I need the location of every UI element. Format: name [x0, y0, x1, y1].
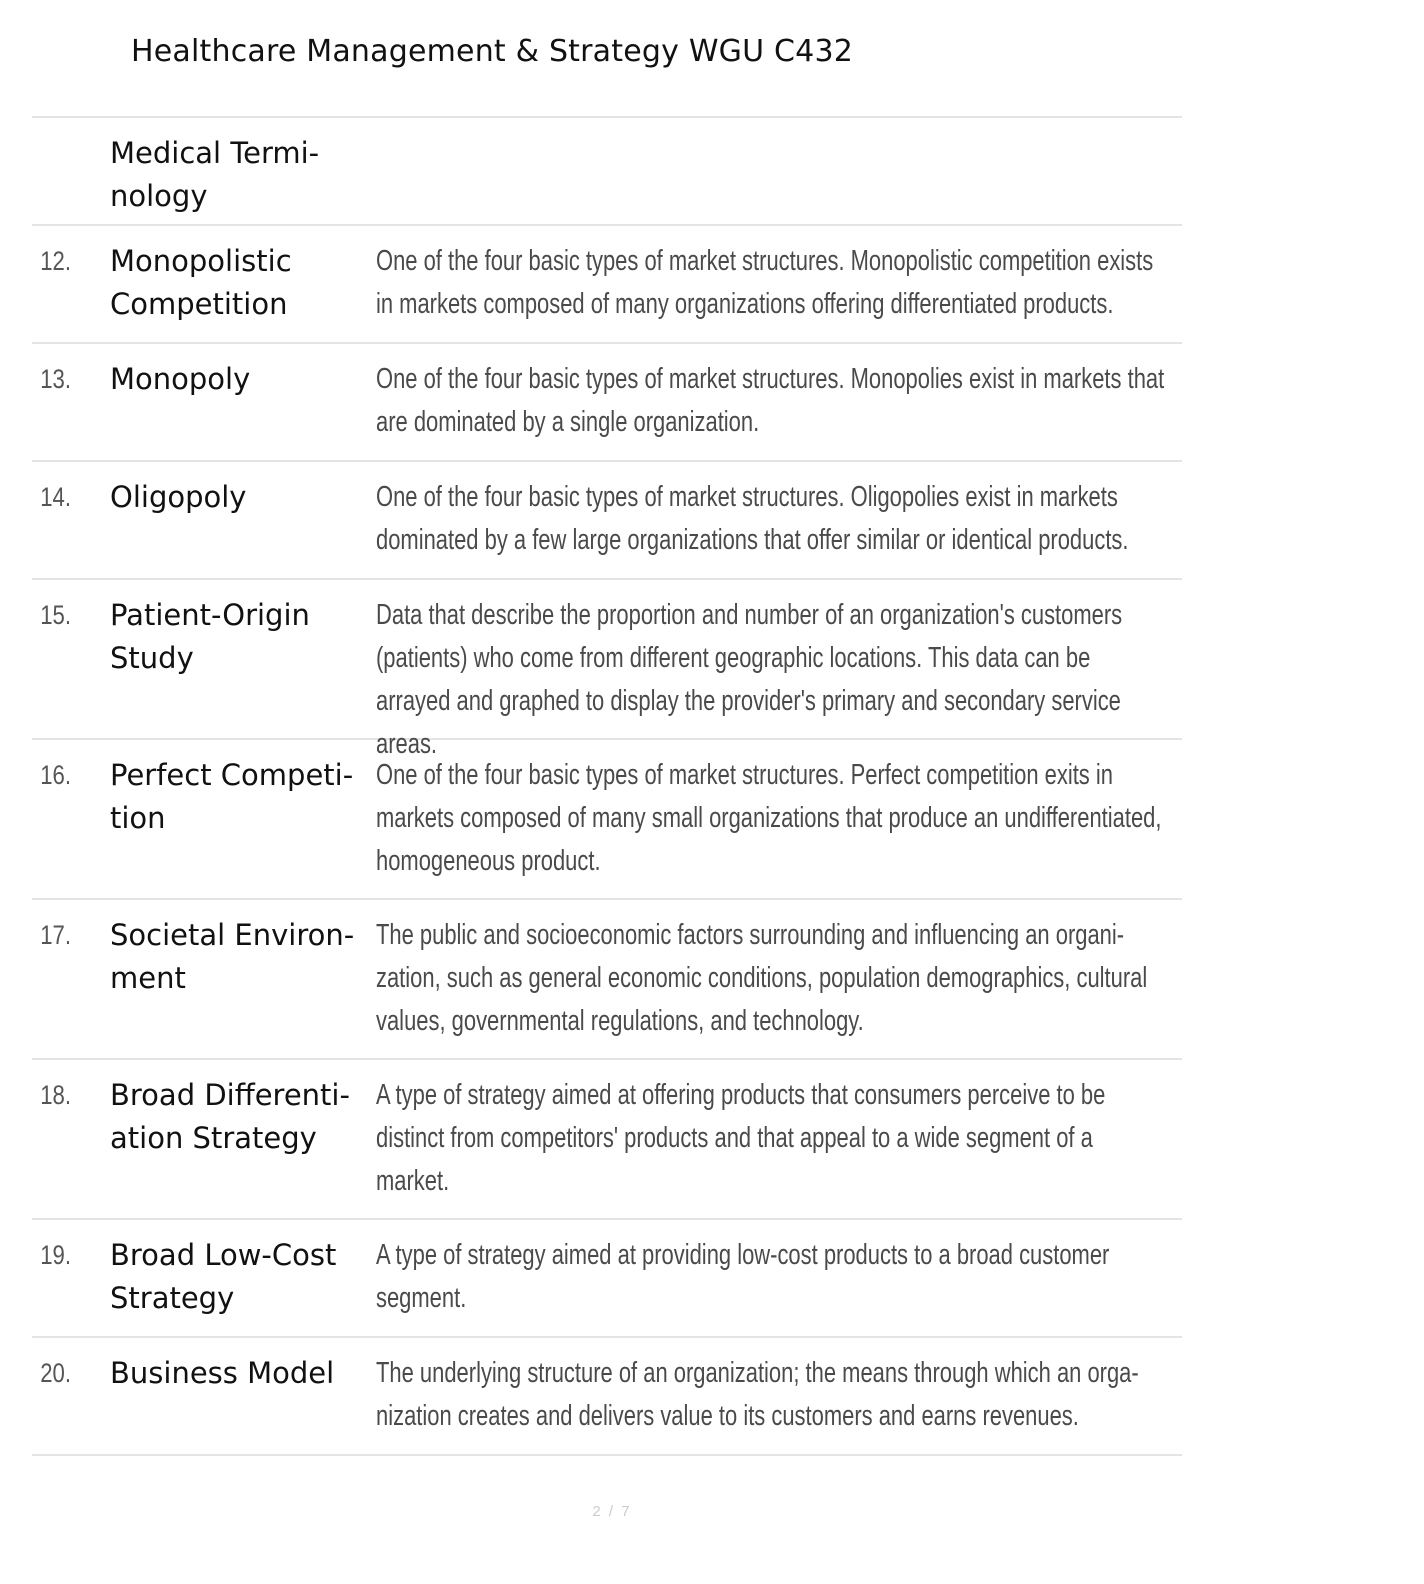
term-name	[110, 900, 376, 1058]
term-number: 13.	[40, 364, 71, 394]
term-row	[32, 580, 1182, 760]
term-name-text: Perfect Competi- tion	[110, 758, 354, 835]
term-number: 15.	[40, 600, 71, 630]
term-definition-text: A type of strategy aimed at providing low-cost products to a broad customer segment.	[376, 1239, 1110, 1314]
term-definition-text: A type of strategy aimed at offering products that consumers perceive to be distinct from competitors' products and that appeal to a wide segment of a market.	[376, 1079, 1106, 1197]
term-row	[32, 1338, 1182, 1456]
term-definition	[376, 226, 1182, 342]
term-definition-text: One of the four basic types of market structures. Monopolistic competition exists in markets composed of many organizations offering differentiated products.	[376, 245, 1154, 320]
term-number: 20.	[40, 1358, 71, 1388]
term-definition	[376, 740, 1182, 898]
term-number	[32, 118, 96, 224]
term-name	[110, 462, 376, 578]
term-definition-text: The public and socioeconomic factors surrounding and influencing an organi- zation, such as general economic conditions, population demographics, cultural values, governmental regulations, and technology.	[376, 919, 1148, 1037]
term-number: 18.	[40, 1080, 71, 1110]
term-name-text: Broad Low-Cost Strategy	[110, 1238, 337, 1315]
term-definition	[376, 1060, 1182, 1218]
term-name	[110, 740, 376, 898]
term-number: 12.	[40, 246, 71, 276]
term-row	[32, 226, 1182, 344]
term-row	[32, 1060, 1182, 1220]
term-definition-text: One of the four basic types of market structures. Monopolies exist in markets that are dominated by a single organization.	[376, 363, 1165, 438]
term-name-text: Patient-Origin Study	[110, 598, 310, 675]
term-row	[32, 344, 1182, 462]
term-definition-text: One of the four basic types of market structures. Oligopolies exist in markets dominated by a few large organizations that offer similar or identical products.	[376, 481, 1129, 556]
document-title: Healthcare Management & Strategy WGU C432	[131, 34, 854, 69]
term-name	[110, 1060, 376, 1218]
term-definition	[376, 900, 1182, 1058]
page-number: 2 / 7	[592, 1503, 632, 1520]
term-definition	[376, 1220, 1182, 1336]
term-definition	[376, 344, 1182, 460]
term-definition	[376, 580, 1182, 760]
term-definition-text: One of the four basic types of market structures. Perfect competition exits in markets composed of many small organizations that produce an undifferentiated, homogeneous product.	[376, 759, 1162, 877]
term-name-text: Business Model	[110, 1356, 335, 1390]
terms-table	[32, 116, 1182, 1456]
term-number: 17.	[40, 920, 71, 950]
term-definition-text: Data that describe the proportion and number of an organization's customers (patients) who come from different geographic locations. This data can be arrayed and graphed to display the provider's primary and secondary service areas.	[376, 599, 1123, 760]
term-definition-text: The underlying structure of an organization; the means through which an orga- nization creates and delivers value to its customers and earns revenues.	[376, 1357, 1139, 1432]
term-row	[32, 900, 1182, 1060]
term-definition	[376, 118, 1182, 224]
term-row	[32, 118, 1182, 226]
term-row	[32, 1220, 1182, 1338]
term-name	[110, 118, 376, 224]
term-number: 19.	[40, 1240, 71, 1270]
term-row	[32, 740, 1182, 900]
term-name	[110, 344, 376, 460]
term-number: 14.	[40, 482, 71, 512]
term-name	[110, 1338, 376, 1454]
term-name-text: Monopoly	[110, 362, 251, 396]
term-row	[32, 462, 1182, 580]
term-name	[110, 1220, 376, 1336]
term-name-text: Broad Differenti- ation Strategy	[110, 1078, 350, 1155]
term-definition	[376, 462, 1182, 578]
term-name-text: Societal Environ- ment	[110, 918, 355, 995]
term-definition	[376, 1338, 1182, 1454]
term-name-text: Medical Termi- nology	[110, 136, 320, 213]
term-name-text: Monopolistic Competition	[110, 244, 292, 321]
term-name	[110, 580, 376, 738]
term-name	[110, 226, 376, 342]
term-number: 16.	[40, 760, 71, 790]
term-name-text: Oligopoly	[110, 480, 247, 514]
